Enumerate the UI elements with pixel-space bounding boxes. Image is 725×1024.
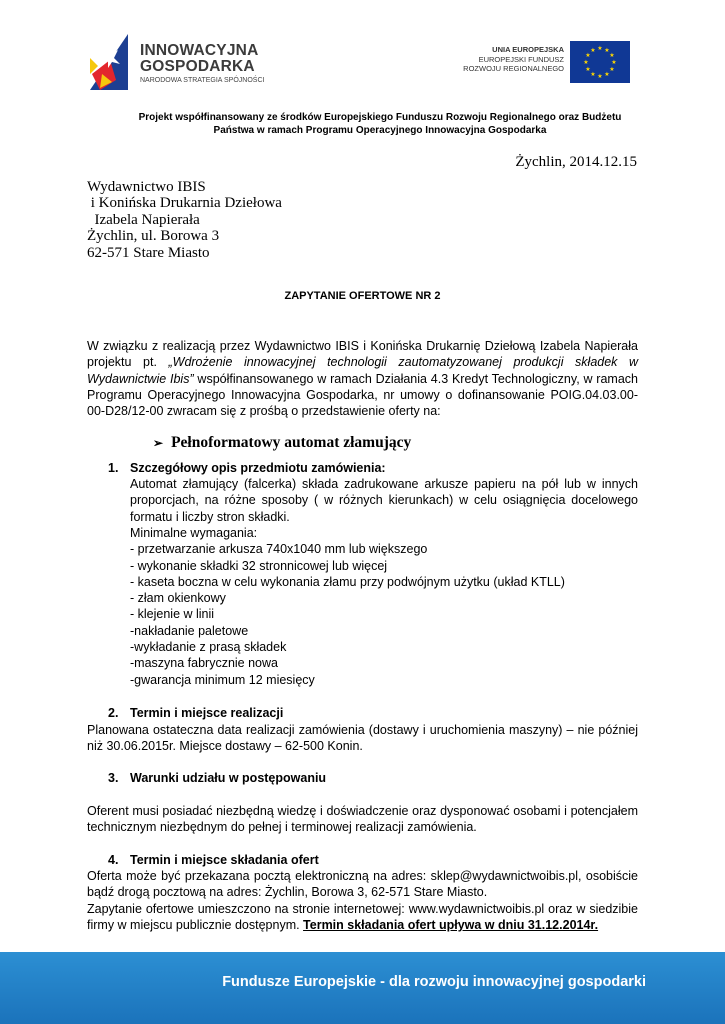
requirements-title: Minimalne wymagania: [130, 526, 258, 540]
address-line4: Żychlin, ul. Borowa 3 [87, 228, 220, 245]
section4-body2: Zapytanie ofertowe umieszczono na stronie internetowej: www.wydawnictwoibis.pl oraz w siedzibie firmy w miejscu publicznie dostępnym. [87, 901, 638, 932]
svg-text:★: ★ [609, 52, 615, 59]
bullet-heading-text: Pełnoformatowy automat złamujący [171, 434, 412, 451]
list-item: -maszyna fabrycznie nowa [130, 656, 278, 671]
list-item: - klejenie w linii [130, 607, 215, 622]
list-item: - złam okienkowy [130, 591, 226, 606]
section2-body: Planowana ostateczna data realizacji zamówienia (dostawy i uruchomienia maszyny) – nie później niż 30.06.2015r. Miejsce dostawy – 62-500 Konin. [87, 723, 638, 754]
svg-text:★: ★ [597, 45, 603, 52]
svg-text:★: ★ [604, 71, 610, 78]
section4-body [87, 868, 638, 933]
document-title: ZAPYTANIE OFERTOWE NR 2 [284, 290, 441, 302]
svg-text:★: ★ [585, 52, 591, 59]
intro-part1: W związku z realizacją przez Wydawnictwo IBIS i Konińska Drukarnię Dziełową Izabela Napierała projektu pt. [87, 339, 638, 370]
svg-text:★: ★ [590, 47, 596, 54]
logo-left-line1: INNOWACYJNA [140, 42, 259, 59]
svg-text:★: ★ [590, 71, 596, 78]
list-item: -nakładanie paletowe [130, 623, 249, 638]
section3-body: Oferent musi posiadać niezbędną wiedzę i doświadczenie oraz dysponować osobami i potencjałem technicznym niezbędnym do pełnej i terminowej realizacji zamówienia. [87, 804, 638, 835]
section4-body1: Oferta może być przekazana pocztą elektroniczną na adres: sklep@wydawnictwoibis.pl, osobiście bądź drogą pocztową na adres: Żychlin, Borowa 3, 62-571 Stare Miasto. [87, 869, 638, 900]
list-item: - kaseta boczna w celu wykonania złamu przy podwójnym użytku (układ KTLL) [130, 574, 565, 589]
svg-text:★: ★ [597, 73, 603, 80]
bullet-heading [153, 434, 411, 452]
address-line3: Izabela Napierała [87, 211, 200, 228]
svg-text:★: ★ [604, 47, 610, 54]
list-item: - wykonanie składki 32 stronnicowej lub więcej [130, 558, 388, 573]
address-block [87, 179, 282, 261]
section1-body: Automat złamujący (falcerka) składa zadrukowane arkusze papieru na pół lub w innych proporcjach, na różne sposoby ( w różnych kierunkach) w celu osiągnięcia docelowego formatu i liczby stron składki. [130, 477, 638, 524]
list-item: -wykładanie z prasą składek [130, 640, 287, 655]
logo-left-line3: NARODOWA STRATEGIA SPÓJNOŚCI [140, 77, 265, 84]
section3-number: 3. [108, 771, 119, 785]
arrow-bullet-icon: ➢ [153, 436, 164, 450]
eu-logo [455, 41, 630, 85]
requirements-list [130, 525, 638, 688]
svg-text:★: ★ [611, 59, 617, 66]
section2-number: 2. [108, 706, 119, 720]
footer-text: Fundusze Europejskie - dla rozwoju innowacyjnej gospodarki [222, 974, 646, 990]
intro-part2: współfinansowanego w ramach Działania 4.3 Kredyt Technologiczny, w ramach Programu Operacyjnego Innowacyjna Gospodarka, nr umowy o dofinansowanie POIG.04.03.00-00-D28/12-00 zwracam się z prośbą o przedstawienie oferty na: [87, 371, 638, 419]
list-item: - przetwarzanie arkusza 740x1040 mm lub większego [130, 542, 428, 557]
address-line1: Wydawnictwo IBIS [87, 179, 206, 195]
innowacyjna-gospodarka-logo [88, 30, 288, 92]
section2-title: Termin i miejsce realizacji [130, 706, 284, 720]
address-line5: 62-571 Stare Miasto [87, 244, 210, 261]
section3-heading [108, 770, 326, 786]
address-line2: i Konińska Drukarnia Dziełowa [87, 195, 282, 212]
section1-heading [108, 460, 386, 476]
date-line: Żychlin, 2014.12.15 [515, 154, 637, 170]
list-item: -gwarancja minimum 12 miesięcy [130, 672, 315, 687]
svg-text:★: ★ [583, 59, 589, 66]
funding-note [90, 111, 670, 137]
funding-note-line2: Państwa w ramach Programu Operacyjnego Innowacyjna Gospodarka [213, 125, 547, 136]
section4-number: 4. [108, 853, 119, 867]
innowacyjna-gospodarka-logo-icon [88, 30, 136, 92]
section2-heading [108, 705, 283, 721]
project-title: „Wdrożenie innowacyjnej technologii zautomatyzowanej produkcji składek w Wydawnictwie Ibis” [87, 355, 638, 386]
funding-note-line1: Projekt współfinansowany ze środków Europejskiego Funduszu Rozwoju Regionalnego oraz Budżetu [138, 112, 622, 123]
section3-title: Warunki udziału w postępowaniu [130, 771, 327, 785]
section1-title: Szczegółowy opis przedmiotu zamówienia: [130, 461, 386, 475]
eu-logo-line1: UNIA EUROPEJSKA [492, 45, 564, 54]
section4-heading [108, 852, 319, 868]
svg-text:★: ★ [585, 66, 591, 73]
deadline-text: Termin składania ofert upływa w dniu 31.12.2014r. [303, 917, 599, 932]
section4-title: Termin i miejsce składania ofert [130, 853, 319, 867]
logo-left-line2: GOSPODARKA [140, 58, 255, 75]
eu-logo-line2: EUROPEJSKI FUNDUSZ [478, 54, 564, 64]
footer-banner [0, 952, 725, 1024]
section1-number: 1. [108, 461, 119, 475]
svg-text:★: ★ [609, 66, 615, 73]
eu-logo-line3: ROZWOJU REGIONALNEGO [463, 64, 564, 73]
intro-paragraph [87, 338, 638, 419]
eu-flag-icon [570, 41, 630, 83]
